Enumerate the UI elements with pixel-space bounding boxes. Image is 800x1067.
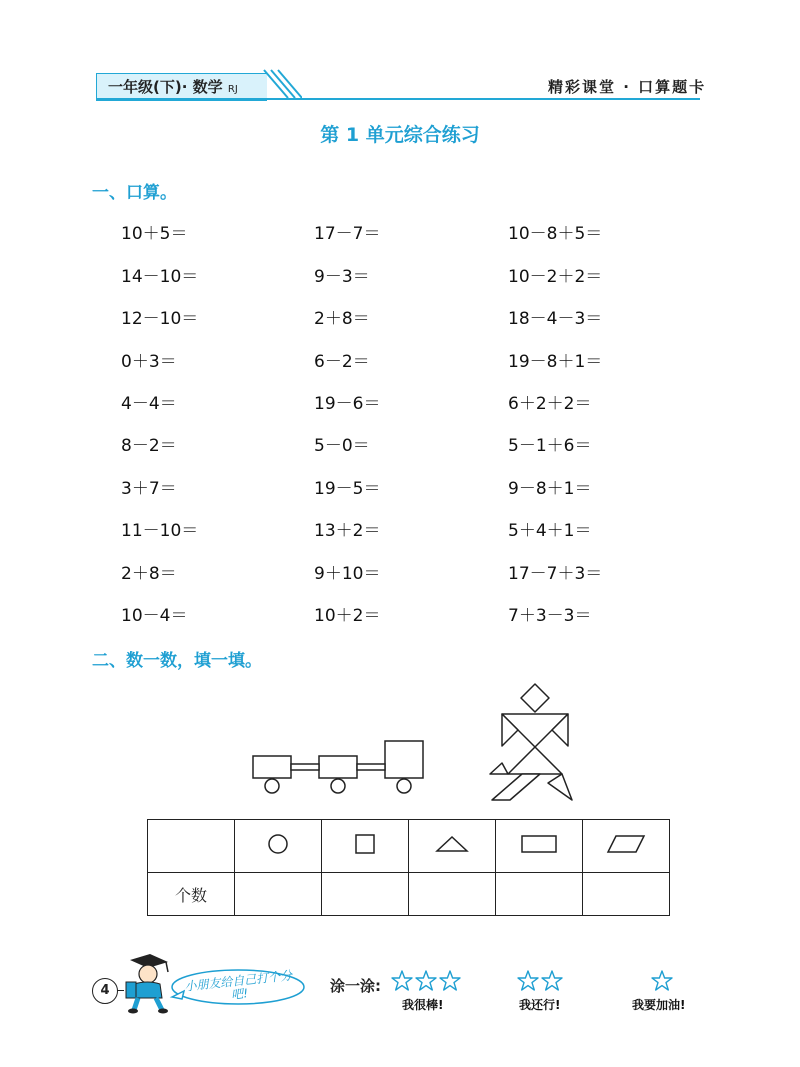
table-header-triangle	[409, 820, 496, 873]
table-row-label: 个数	[148, 873, 235, 916]
expr-c2-r4: 6－2＝	[314, 352, 370, 372]
rating-stars-2[interactable]	[517, 970, 563, 992]
expr-c2-r2: 9－3＝	[314, 267, 370, 287]
star-icon	[652, 971, 672, 990]
expr-c3-r3: 18－4－3＝	[508, 309, 603, 329]
tangram-head-square	[521, 684, 549, 712]
table-header-parallelogram	[583, 820, 670, 873]
train-wheel-circle	[265, 779, 279, 793]
star-icon	[518, 971, 538, 990]
parallelogram-icon	[606, 834, 646, 854]
rating-label-great: 我很棒!	[402, 998, 444, 1012]
expr-c2-r8: 13＋2＝	[314, 521, 381, 541]
expr-c2-r10: 10＋2＝	[314, 606, 381, 626]
expr-c3-r4: 19－8＋1＝	[508, 352, 603, 372]
expr-c2-r5: 19－6＝	[314, 394, 381, 414]
expr-c1-r10: 10－4＝	[121, 606, 188, 626]
star-icon	[542, 971, 562, 990]
tangram-foot-triangle	[490, 763, 508, 774]
table-header-circle	[235, 820, 322, 873]
count-input-circle[interactable]	[235, 873, 322, 916]
train-figure	[250, 738, 428, 796]
count-input-triangle[interactable]	[409, 873, 496, 916]
table-header-square	[322, 820, 409, 873]
expr-c3-r8: 5＋4＋1＝	[508, 521, 592, 541]
expr-c2-r1: 17－7＝	[314, 224, 381, 244]
triangle-icon	[435, 835, 469, 853]
expr-c3-r7: 9－8＋1＝	[508, 479, 592, 499]
expr-c1-r3: 12－10＝	[121, 309, 199, 329]
section-2-heading: 二、数一数，填一填。	[92, 651, 262, 671]
expr-c3-r6: 5－1＋6＝	[508, 436, 592, 456]
expr-c1-r7: 3＋7＝	[121, 479, 177, 499]
rating-stars-1[interactable]	[651, 970, 673, 992]
train-wheel-circle	[397, 779, 411, 793]
shape-count-table	[147, 819, 670, 916]
table-corner-cell	[148, 820, 235, 873]
table-header-rectangle	[496, 820, 583, 873]
tangram-person-figure	[486, 683, 576, 803]
expr-c2-r3: 2＋8＝	[314, 309, 370, 329]
header-rule	[96, 98, 700, 100]
expr-c2-r7: 19－5＝	[314, 479, 381, 499]
tangram-hip-triangle	[508, 747, 562, 774]
expr-c1-r1: 10＋5＝	[121, 224, 188, 244]
header-series-title: 精彩课堂 · 口算题卡	[548, 78, 707, 96]
tangram-leg-triangle	[548, 774, 572, 800]
expr-c1-r4: 0＋3＝	[121, 352, 177, 372]
rating-label-ok: 我还行!	[519, 998, 561, 1012]
expr-c1-r5: 4－4＝	[121, 394, 177, 414]
section-1-heading: 一、口算。	[92, 183, 177, 203]
rating-stars-3[interactable]	[391, 970, 461, 992]
train-connector-rect	[291, 764, 319, 770]
expr-c3-r1: 10－8＋5＝	[508, 224, 603, 244]
expr-c1-r9: 2＋8＝	[121, 564, 177, 584]
expr-c3-r9: 17－7＋3＝	[508, 564, 603, 584]
header-grade-text: 一年级(下)· 数学	[108, 78, 223, 96]
count-input-rectangle[interactable]	[496, 873, 583, 916]
expr-c2-r9: 9＋10＝	[314, 564, 381, 584]
expr-c3-r2: 10－2＋2＝	[508, 267, 603, 287]
expr-c1-r6: 8－2＝	[121, 436, 177, 456]
header-edition-badge: RJ	[227, 84, 238, 95]
count-input-parallelogram[interactable]	[583, 873, 670, 916]
header-slash-decoration	[262, 68, 302, 100]
expr-c1-r2: 14－10＝	[121, 267, 199, 287]
expr-c3-r10: 7＋3－3＝	[508, 606, 592, 626]
tangram-leg-parallelogram	[492, 774, 540, 800]
star-icon	[392, 971, 412, 990]
page-number: 4	[92, 978, 118, 1004]
rectangle-icon	[520, 834, 558, 854]
rating-label-try-harder: 我要加油!	[632, 998, 686, 1012]
expr-c3-r5: 6＋2＋2＝	[508, 394, 592, 414]
star-icon	[440, 971, 460, 990]
color-in-label: 涂一涂:	[330, 977, 381, 995]
square-icon	[354, 833, 376, 855]
train-wheel-circle	[331, 779, 345, 793]
header-grade-subject	[108, 76, 238, 97]
speech-bubble-text: 小朋友给自己打个分吧!	[183, 968, 293, 1002]
student-mascot-illustration	[122, 952, 172, 1014]
count-input-square[interactable]	[322, 873, 409, 916]
expr-c2-r6: 5－0＝	[314, 436, 370, 456]
circle-icon	[267, 833, 289, 855]
train-car-rect	[253, 756, 291, 778]
page-title: 第 1 单元综合练习	[320, 124, 480, 146]
train-engine-square	[385, 741, 423, 778]
train-car-rect	[319, 756, 357, 778]
expr-c1-r8: 11－10＝	[121, 521, 199, 541]
star-icon	[416, 971, 436, 990]
train-connector-rect	[357, 764, 385, 770]
